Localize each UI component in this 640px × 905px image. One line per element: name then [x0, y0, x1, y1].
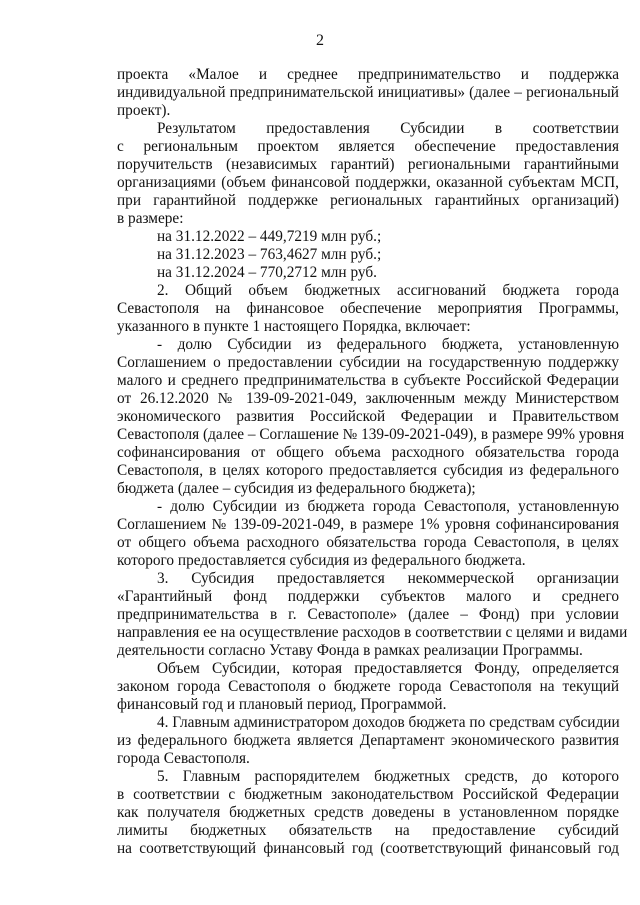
- text-line: как получателя бюджетных средств доведены в установленном порядке: [117, 804, 619, 821]
- text-line: которого предоставляется субсидия из федерального бюджета.: [117, 552, 526, 569]
- page-number: 2: [316, 32, 324, 49]
- text-line: предпринимательства в г. Севастополе» (далее – Фонд) при условии: [117, 606, 619, 623]
- text-line: при гарантийной поддержке региональных гарантийных организаций): [117, 192, 619, 209]
- text-line: организациями (объем финансовой поддержки, оказанной субъектам МСП,: [117, 174, 619, 191]
- text-line: «Гарантийный фонд поддержки субъектов малого и среднего: [117, 588, 619, 605]
- text-line: города Севастополя.: [117, 750, 250, 767]
- text-line: проект).: [117, 102, 171, 119]
- text-line: лимиты бюджетных обязательств на предоставление субсидий: [117, 822, 619, 839]
- text-line: 3. Субсидия предоставляется некоммерческой организации: [157, 570, 619, 587]
- text-line: - долю Субсидии из федерального бюджета, установленную: [157, 336, 619, 353]
- text-line: бюджета (далее – субсидия из федерального бюджета);: [117, 480, 476, 497]
- text-line: экономического развития Российской Федерации и Правительством: [117, 408, 619, 425]
- text-line: Результатом предоставления Субсидии в соответствии: [157, 120, 619, 137]
- text-line: индивидуальной предпринимательской инициативы» (далее – региональный: [117, 84, 619, 101]
- text-line: на соответствующий финансовый год (соответствующий финансовый год: [117, 840, 619, 857]
- text-line: из федерального бюджета является Департамент экономического развития: [117, 732, 619, 749]
- text-line: малого и среднего предпринимательства в субъекте Российской Федерации: [117, 372, 619, 389]
- text-line: 4. Главным администратором доходов бюджета по средствам субсидии: [157, 714, 620, 731]
- text-line: на 31.12.2022 – 449,7219 млн руб.;: [157, 228, 382, 245]
- text-line: направления ее на осуществление расходов в соответствии с целями и видами: [117, 624, 628, 641]
- text-line: указанного в пункте 1 настоящего Порядка, включает:: [117, 318, 471, 335]
- text-line: 5. Главным распорядителем бюджетных средств, до которого: [157, 768, 619, 785]
- text-line: от 26.12.2020 № 139-09-2021-049, заключенным между Министерством: [117, 390, 619, 407]
- text-line: Соглашением о предоставлении субсидии на государственную поддержку: [117, 354, 619, 371]
- text-line: деятельности согласно Уставу Фонда в рамках реализации Программы.: [117, 642, 583, 659]
- text-line: в соответствии с бюджетным законодательством Российской Федерации: [117, 786, 619, 803]
- text-line: финансовый год и плановый период, Программой.: [117, 696, 447, 713]
- text-line: законом города Севастополя о бюджете города Севастополя на текущий: [117, 678, 619, 695]
- text-line: проекта «Малое и среднее предпринимательство и поддержка: [117, 66, 619, 83]
- text-line: Севастополя (далее – Соглашение № 139-09-2021-049), в размере 99% уровня: [117, 426, 625, 443]
- text-line: от общего объема расходного обязательства города Севастополя, в целях: [117, 534, 619, 551]
- text-line: на 31.12.2023 – 763,4627 млн руб.;: [157, 246, 382, 263]
- document-body: [117, 66, 628, 858]
- text-line: поручительств (независимых гарантий) региональными гарантийными: [117, 156, 619, 173]
- text-line: Соглашением № 139-09-2021-049, в размере 1% уровня софинансирования: [117, 516, 619, 533]
- text-line: Севастополя на финансовое обеспечение мероприятия Программы,: [117, 300, 619, 317]
- text-line: софинансирования от общего объема расходного обязательства города: [117, 444, 619, 461]
- text-line: с региональным проектом является обеспечение предоставления: [117, 138, 619, 155]
- text-line: Севастополя, в целях которого предоставляется субсидия из федерального: [117, 462, 619, 479]
- text-line: 2. Общий объем бюджетных ассигнований бюджета города: [157, 282, 619, 299]
- text-line: Объем Субсидии, которая предоставляется Фонду, определяется: [157, 660, 619, 677]
- text-line: на 31.12.2024 – 770,2712 млн руб.: [157, 264, 377, 281]
- text-line: в размере:: [117, 210, 184, 227]
- text-line: - долю Субсидии из бюджета города Севастополя, установленную: [157, 498, 619, 515]
